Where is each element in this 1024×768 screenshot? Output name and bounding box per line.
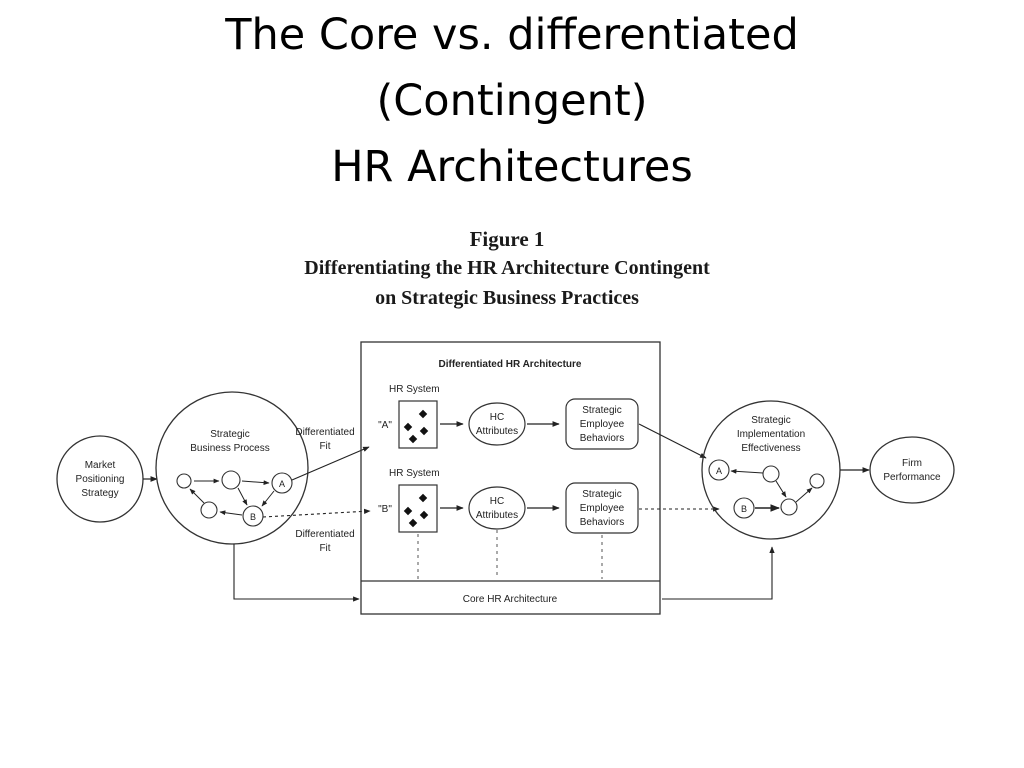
slide-title-line-3: HR Architectures (331, 142, 693, 192)
hr-system-b-label: HR System (389, 468, 440, 479)
hr-system-a-dots (404, 410, 428, 443)
firm-performance-ellipse (870, 437, 954, 503)
strategic-business-process-label-2: Business Process (190, 443, 270, 454)
strategic-business-process-circle (156, 392, 308, 544)
implementation-node-3 (781, 499, 797, 515)
implementation-node-1 (763, 466, 779, 482)
process-node-2 (222, 471, 240, 489)
behaviors-b-label-2: Employee (579, 503, 625, 514)
implementation-node-a-label: A (715, 466, 723, 476)
strategic-implementation-label-1: Strategic (751, 415, 791, 426)
market-positioning-label-1: Market (84, 460, 116, 471)
implementation-node-2 (810, 474, 824, 488)
figure-label: Figure 1 (469, 227, 545, 251)
hc-attributes-a (469, 403, 525, 445)
hr-system-a-tag: "A" (378, 420, 392, 431)
behaviors-b-label-1: Strategic (582, 489, 622, 500)
strategic-implementation-label-2: Implementation (736, 429, 806, 440)
hr-system-b-box (399, 485, 437, 532)
hc-attributes-a-label-2: Attributes (475, 426, 519, 437)
arrow-core-to-implementation (662, 547, 772, 599)
core-connectors (418, 530, 602, 579)
behaviors-a-label-1: Strategic (582, 405, 622, 416)
hr-system-a-box (399, 401, 437, 448)
figure-title-line-2: on Strategic Business Practices (375, 287, 639, 309)
slide-title-line-2: (Contingent) (376, 76, 648, 126)
hc-attributes-b-label-2: Attributes (475, 510, 519, 521)
arrow-behaviors-a-to-implementation (639, 424, 706, 458)
hc-attributes-b-label-1: HC (489, 496, 505, 507)
behaviors-b-label-3: Behaviors (579, 517, 625, 528)
slide-title-line-1: The Core vs. differentiated (225, 10, 799, 60)
behaviors-a-label-2: Employee (579, 419, 625, 430)
implementation-node-b-label: B (740, 504, 748, 514)
hr-system-b-tag: "B" (378, 504, 392, 515)
process-node-3 (201, 502, 217, 518)
firm-performance-label-1: Firm (902, 458, 922, 469)
differentiated-fit-lower-1: Differentiated (295, 529, 355, 540)
behaviors-a-label-3: Behaviors (579, 433, 625, 444)
hc-attributes-a-label-1: HC (489, 412, 505, 423)
strategic-implementation-label-3: Effectiveness (741, 443, 801, 454)
process-node-a-label: A (278, 479, 286, 489)
hr-system-b-dots (404, 494, 428, 527)
figure-title-line-1: Differentiating the HR Architecture Contingent (304, 257, 710, 279)
market-positioning-label-3: Strategy (81, 488, 119, 499)
arrow-fit-b (263, 511, 370, 517)
core-hr-architecture-label: Core HR Architecture (462, 594, 558, 605)
process-node-1 (177, 474, 191, 488)
market-positioning-label-2: Positioning (75, 474, 125, 485)
arrow-process-to-core (234, 544, 359, 599)
process-node-b-label: B (249, 512, 257, 522)
differentiated-fit-upper-1: Differentiated (295, 427, 355, 438)
firm-performance-label-2: Performance (883, 472, 941, 483)
differentiated-fit-upper-2: Fit (319, 441, 331, 452)
differentiated-fit-lower-2: Fit (319, 543, 331, 554)
hr-system-a-label: HR System (389, 384, 440, 395)
hc-attributes-b (469, 487, 525, 529)
strategic-business-process-label-1: Strategic (210, 429, 250, 440)
differentiated-hr-architecture-title: Differentiated HR Architecture (438, 359, 582, 370)
